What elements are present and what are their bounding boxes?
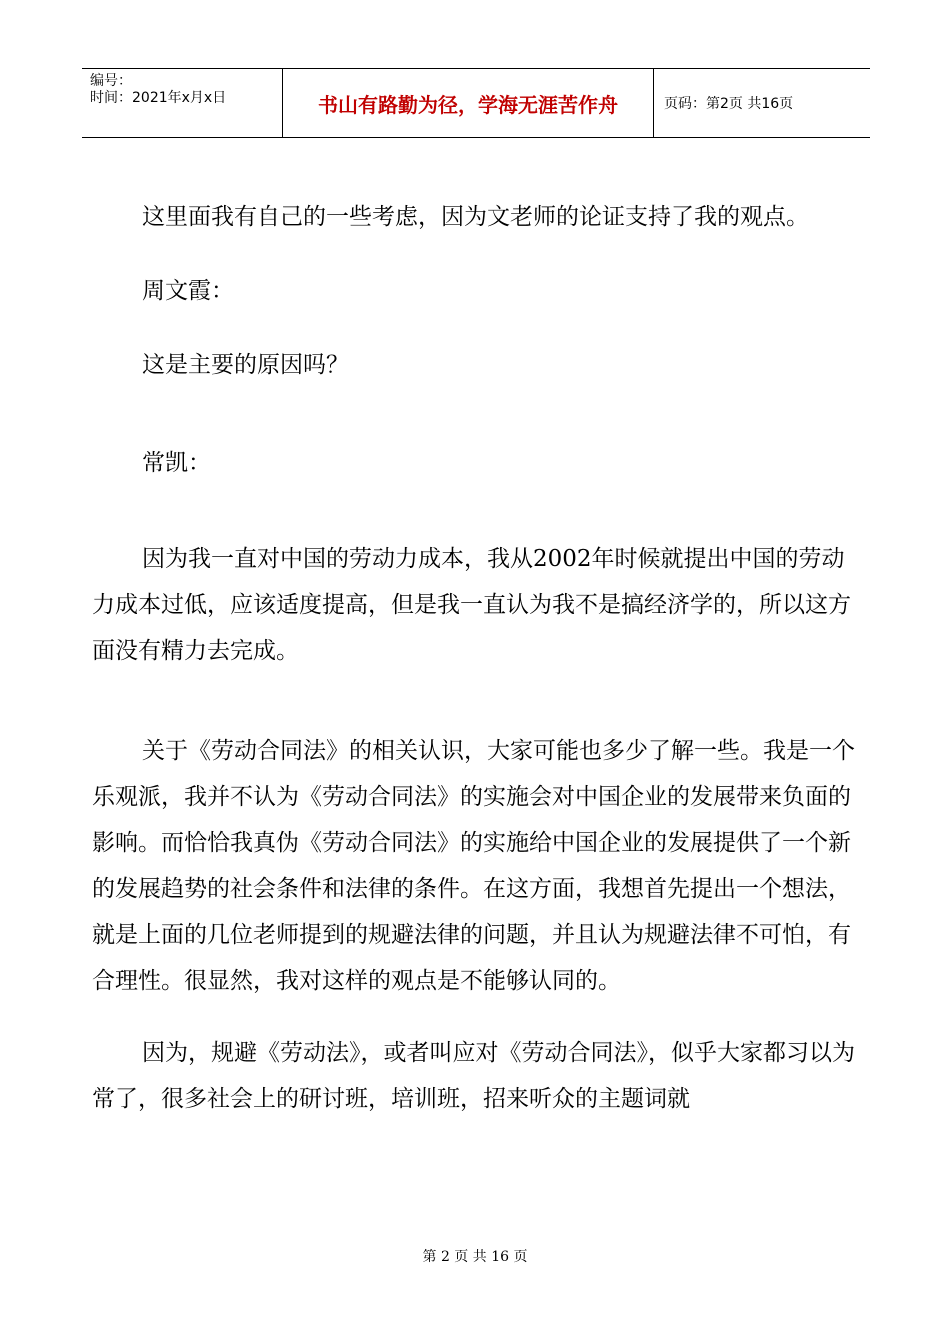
header-meta (82, 69, 282, 137)
document-header (82, 68, 870, 138)
paragraph: 这里面我有自己的一些考虑，因为文老师的论证支持了我的观点。 (142, 204, 809, 230)
header-motto: 书山有路勤为径，学海无涯苦作舟 (282, 69, 654, 137)
paragraph: 因为我一直对中国的劳动力成本，我从2002年时候就提出中国的劳动力成本过低，应该适度提高，但是我一直认为我不是搞经济学的，所以这方面没有精力去完成。 (92, 546, 851, 664)
speaker-label: 周文霞： (142, 278, 234, 304)
speaker-label: 常凯： (142, 450, 211, 476)
document-time-label: 时间：2021年x月x日 (90, 90, 227, 106)
document-number-label: 编号： (90, 73, 132, 89)
header-page-info: 页码：第2页 共16页 (664, 96, 794, 112)
paragraph: 这是主要的原因吗？ (142, 352, 349, 378)
page-footer: 第 2 页 共 16 页 (422, 1249, 528, 1265)
document-body (92, 194, 867, 1122)
paragraph: 关于《劳动合同法》的相关认识，大家可能也多少了解一些。我是一个乐观派，我并不认为《劳动合同法》的实施会对中国企业的发展带来负面的影响。而恰恰我真伪《劳动合同法》的实施给中国企业的发展提供了一个新的发展趋势的社会条件和法律的条件。在这方面，我想首先提出一个想法，就是上面的几位老师提到的规避法律的问题，并且认为规避法律不可怕，有合理性。很显然，我对这样的观点是不能够认同的。 (92, 738, 855, 994)
paragraph: 因为，规避《劳动法》，或者叫应对《劳动合同法》，似乎大家都习以为常了，很多社会上的研讨班，培训班，招来听众的主题词就 (92, 1040, 855, 1112)
